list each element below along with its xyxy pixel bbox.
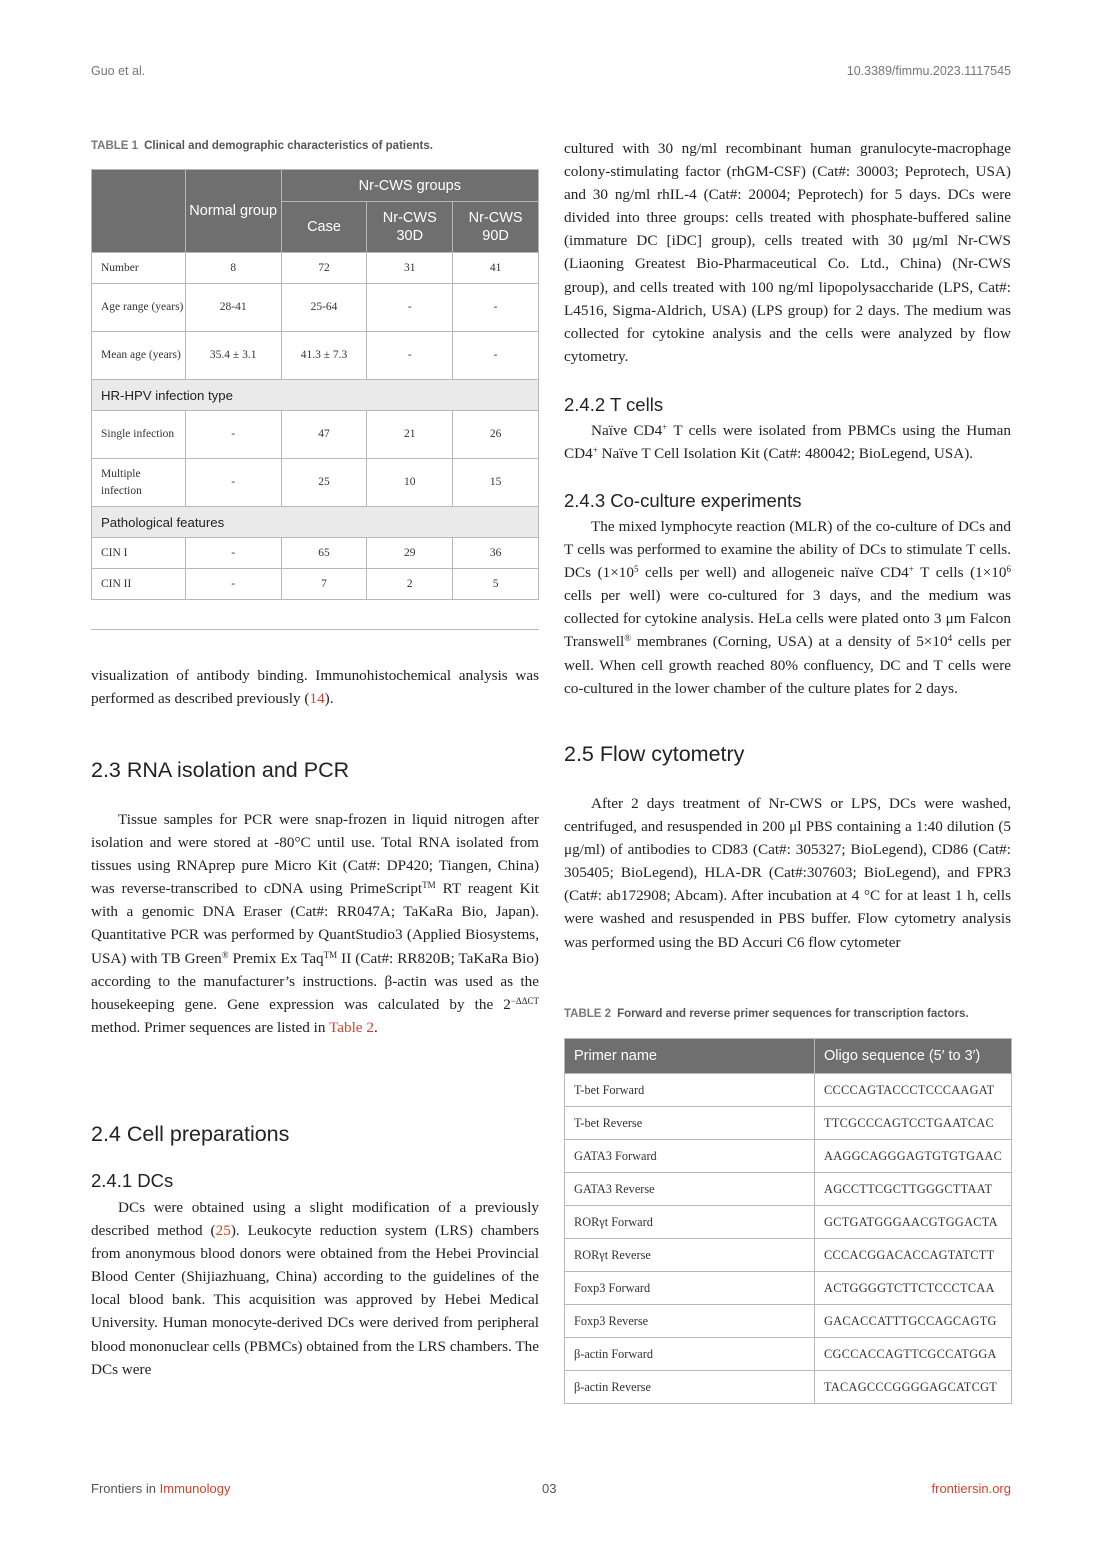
paragraph-flow-cytometry bbox=[564, 792, 1011, 955]
primer-sequence: ACTGGGGTCTTCTCCCTCAA bbox=[815, 1272, 1012, 1305]
paragraph-dcs bbox=[91, 1196, 539, 1381]
primer-name: β-actin Reverse bbox=[565, 1371, 815, 1404]
table-cell: 8 bbox=[185, 253, 281, 284]
table-cell: - bbox=[367, 284, 453, 332]
table-cell: 15 bbox=[453, 459, 539, 507]
table-cell: 5 bbox=[453, 569, 539, 600]
primer-sequence: TACAGCCCGGGGAGCATCGT bbox=[815, 1371, 1012, 1404]
table-row bbox=[565, 1140, 1012, 1173]
superscript: TM bbox=[422, 880, 436, 891]
row-label: Age range (years) bbox=[92, 284, 186, 332]
paragraph-text: cells per well. When cell growth reached 80% confluency, DC and T cells were co-cultured in the lower chamber of the culture plates for 2 days. bbox=[564, 633, 1011, 697]
table-cell: 25-64 bbox=[281, 284, 367, 332]
paragraph-text: II (Cat#: RR820B; TaKaRa Bio) according to the manufacturer’s instructions. β-actin was used as the housekeeping gene. Gene expression was calculated by the 2 bbox=[91, 949, 539, 1013]
table1-header-nrcws-groups: Nr-CWS groups bbox=[281, 170, 538, 202]
table-cell: 35.4 ± 3.1 bbox=[185, 332, 281, 380]
paragraph-text: T cells (1×10 bbox=[913, 564, 1007, 582]
table1-header-nr30: Nr-CWS 30D bbox=[367, 202, 453, 253]
table-row bbox=[565, 1173, 1012, 1206]
section-heading-2-4-3: 2.4.3 Co-culture experiments bbox=[564, 490, 802, 511]
row-label: Mean age (years) bbox=[92, 332, 186, 380]
table-row bbox=[92, 332, 539, 380]
paragraph-text: Tissue samples for PCR were snap-frozen in liquid nitrogen after isolation and were stored at -80°C until use. Total RNA isolated from tissues using RNAprep pure Micro Kit (Cat#: DP420; Tiangen, China) was reverse-transcribed to cDNA using PrimeScript bbox=[91, 811, 539, 898]
table-row bbox=[92, 253, 539, 284]
table1-header-case: Case bbox=[281, 202, 367, 253]
table-row bbox=[565, 1272, 1012, 1305]
superscript: 5 bbox=[633, 564, 639, 575]
row-label: Number bbox=[92, 253, 186, 284]
paragraph-co-culture bbox=[564, 515, 1011, 700]
table-cell: 72 bbox=[281, 253, 367, 284]
section-label: Pathological features bbox=[92, 507, 539, 538]
table-cell: - bbox=[367, 332, 453, 380]
primer-name: Foxp3 Reverse bbox=[565, 1305, 815, 1338]
table2-caption bbox=[564, 1008, 969, 1020]
table2-caption-text: Forward and reverse primer sequences for transcription factors. bbox=[617, 1008, 969, 1020]
footer-journal-prefix: Frontiers in bbox=[91, 1481, 160, 1496]
primer-sequence: AGCCTTCGCTTGGGCTTAAT bbox=[815, 1173, 1012, 1206]
table2-header-primer-name: Primer name bbox=[565, 1039, 815, 1074]
section-heading-2-4-2: 2.4.2 T cells bbox=[564, 394, 664, 415]
table-cell: 29 bbox=[367, 538, 453, 569]
row-label: CIN I bbox=[92, 538, 186, 569]
table-cell: - bbox=[453, 332, 539, 380]
table1-header-nr90: Nr-CWS 90D bbox=[453, 202, 539, 253]
table1-caption-text: Clinical and demographic characteristics of patients. bbox=[144, 140, 433, 152]
table1 bbox=[91, 169, 539, 600]
paragraph-t-cells bbox=[564, 419, 1011, 465]
primer-name: T-bet Forward bbox=[565, 1074, 815, 1107]
superscript: + bbox=[592, 445, 598, 456]
table-cell: 41 bbox=[453, 253, 539, 284]
primer-name: RORγt Reverse bbox=[565, 1239, 815, 1272]
table-cell: 21 bbox=[367, 411, 453, 459]
paragraph-text: After 2 days treatment of Nr-CWS or LPS, DCs were washed, centrifuged, and resuspended in 200 μl PBS containing a 1:40 dilution (5 μg/ml) of antibodies to CD83 (Cat#: 305327; BioLegend), CD86 (Cat#: 305405; BioLegend), HLA-DR (Cat#:307603; BioLegend), and FPR3 (Cat#: ab172908; Abcam). After incubation at 4 °C for at least 1 h, cells were washed and resuspended in PBS buffer. Flow cytometry analysis was performed using the BD Accuri C6 flow cytometer bbox=[564, 795, 1011, 951]
citation-link[interactable]: 14 bbox=[309, 690, 325, 708]
superscript: + bbox=[908, 564, 914, 575]
table-cell: - bbox=[185, 538, 281, 569]
paragraph-text: Naïve T Cell Isolation Kit (Cat#: 480042; BioLegend, USA). bbox=[597, 445, 974, 463]
paragraph-text: RT reagent Kit with a genomic DNA Eraser (Cat#: RR047A; TaKaRa Bio, Japan). Quantitative PCR was performed by QuantStudio3 (Applied Biosystems, USA) with TB Green bbox=[91, 880, 539, 967]
primer-name: Foxp3 Forward bbox=[565, 1272, 815, 1305]
table-row bbox=[92, 459, 539, 507]
paragraph-ihc bbox=[91, 664, 539, 710]
paragraph-text: cells per well) and allogeneic naïve CD4 bbox=[638, 564, 909, 582]
page-number: 03 bbox=[542, 1481, 557, 1496]
section-heading-2-4: 2.4 Cell preparations bbox=[91, 1122, 290, 1146]
paragraph-text: Naïve CD4 bbox=[591, 422, 663, 439]
table-row bbox=[92, 411, 539, 459]
table-section-row bbox=[92, 507, 539, 538]
table-cell: 10 bbox=[367, 459, 453, 507]
superscript: 4 bbox=[947, 633, 953, 644]
table-row bbox=[565, 1338, 1012, 1371]
superscript: −ΔΔCT bbox=[510, 995, 539, 1006]
primer-sequence: CCCCAGTACCCTCCCAAGAT bbox=[815, 1074, 1012, 1107]
table-cell: 7 bbox=[281, 569, 367, 600]
primer-sequence: TTCGCCCAGTCCTGAATCAC bbox=[815, 1107, 1012, 1140]
paragraph-text: ). Leukocyte reduction system (LRS) chambers from anonymous blood donors were obtained from the Hebei Provincial Blood Center (Shijiazhuang, China) according to the guidelines of the local blood bank. This acquisition was approved by Hebei Medical University. Human monocyte-derived DCs were derived from peripheral blood mononuclear cells (PBMCs) obtained from the LRS chambers. The DCs were bbox=[91, 1222, 539, 1378]
primer-sequence: GACACCATTTGCCAGCAGTG bbox=[815, 1305, 1012, 1338]
paragraph-text: cells per well) were co-cultured for 3 days, and the medium was collected for cytokine analysis. HeLa cells were plated onto 3 μm Falcon Transwell bbox=[564, 587, 1011, 651]
table-row bbox=[565, 1239, 1012, 1272]
table-row bbox=[565, 1371, 1012, 1404]
row-label: Single infection bbox=[92, 411, 186, 459]
table-cell: 2 bbox=[367, 569, 453, 600]
paragraph-text: cultured with 30 ng/ml recombinant human granulocyte-macrophage colony-stimulating factor (rhGM-CSF) (Cat#: 30003; Peprotech, USA) and 30 ng/ml rhIL-4 (Cat#: 20004; Peprotech) for 5 days. DCs were divided into three groups: cells treated with phosphate-buffered saline (immature DC [iDC] group), cells treated with 30 μg/ml Nr-CWS (Liaoning Greatest Bio-Pharmaceutical Co. Ltd., China) (Nr-CWS group), and cells treated with 100 ng/ml lipopolysaccharide (LPS, Cat#: L4516, Sigma-Aldrich, USA) (LPS group) for 2 days. The medium was collected for cytokine analysis and the cells were analyzed by flow cytometry. bbox=[564, 140, 1011, 365]
table-cell: 26 bbox=[453, 411, 539, 459]
section-label: HR-HPV infection type bbox=[92, 380, 539, 411]
table-cell: - bbox=[453, 284, 539, 332]
citation-link[interactable]: 25 bbox=[215, 1222, 231, 1240]
row-label: CIN II bbox=[92, 569, 186, 600]
table-cell: 65 bbox=[281, 538, 367, 569]
superscript: 6 bbox=[1006, 564, 1011, 575]
primer-sequence: GCTGATGGGAACGTGGACTA bbox=[815, 1206, 1012, 1239]
table-cell: - bbox=[185, 411, 281, 459]
primer-sequence: AAGGCAGGGAGTGTGTGAAC bbox=[815, 1140, 1012, 1173]
running-header-authors: Guo et al. bbox=[91, 64, 146, 78]
footer-journal bbox=[91, 1481, 230, 1496]
footer-site-link[interactable]: frontiersin.org bbox=[931, 1481, 1011, 1496]
paragraph-text: . bbox=[373, 1018, 378, 1036]
primer-sequence: CGCCACCAGTTCGCCATGGA bbox=[815, 1338, 1012, 1371]
table-row bbox=[565, 1305, 1012, 1338]
table2-header-oligo-sequence: Oligo sequence (5′ to 3′) bbox=[815, 1039, 1012, 1074]
section-heading-2-5: 2.5 Flow cytometry bbox=[564, 742, 745, 766]
table-cell: 31 bbox=[367, 253, 453, 284]
paragraph-text: Premix Ex Taq bbox=[228, 949, 324, 967]
table-cell: 41.3 ± 7.3 bbox=[281, 332, 367, 380]
table1-bottom-rule bbox=[91, 629, 539, 630]
primer-name: T-bet Reverse bbox=[565, 1107, 815, 1140]
table-cell: 36 bbox=[453, 538, 539, 569]
table-row bbox=[92, 538, 539, 569]
paragraph-text: The mixed lymphocyte reaction (MLR) of the co-culture of DCs and T cells was performed to examine the ability of DCs to stimulate T cells. DCs (1×10 bbox=[564, 518, 1011, 582]
paragraph-text: method. Primer sequences are listed in bbox=[91, 1018, 330, 1036]
section-heading-2-4-1: 2.4.1 DCs bbox=[91, 1170, 174, 1191]
superscript: ® bbox=[624, 633, 632, 644]
table-section-row bbox=[92, 380, 539, 411]
table-cell: 28-41 bbox=[185, 284, 281, 332]
table-cell: - bbox=[185, 459, 281, 507]
paragraph-text: membranes (Corning, USA) at a density of 5×10 bbox=[631, 633, 948, 651]
table1-label: TABLE 1 bbox=[91, 140, 139, 152]
table-row bbox=[565, 1206, 1012, 1239]
table-row bbox=[565, 1107, 1012, 1140]
section-heading-2-3: 2.3 RNA isolation and PCR bbox=[91, 758, 350, 782]
superscript: ® bbox=[221, 949, 229, 960]
table1-caption bbox=[91, 140, 433, 152]
primer-name: RORγt Forward bbox=[565, 1206, 815, 1239]
table-cell: 47 bbox=[281, 411, 367, 459]
paragraph-text: ). bbox=[324, 690, 334, 708]
row-label: Multiple infection bbox=[92, 459, 186, 507]
primer-name: GATA3 Reverse bbox=[565, 1173, 815, 1206]
superscript: + bbox=[662, 422, 668, 432]
primer-name: β-actin Forward bbox=[565, 1338, 815, 1371]
primer-name: GATA3 Forward bbox=[565, 1140, 815, 1173]
table2-link[interactable]: Table 2 bbox=[329, 1018, 374, 1036]
paragraph-text: T cells were isolated from PBMCs using the Human CD4 bbox=[564, 422, 1011, 463]
table-cell: - bbox=[185, 569, 281, 600]
paragraph-text: visualization of antibody binding. Immunohistochemical analysis was performed as described previously ( bbox=[91, 667, 539, 708]
table-row bbox=[92, 569, 539, 600]
table1-corner bbox=[92, 170, 186, 253]
paragraph-text: DCs were obtained using a slight modification of a previously described method ( bbox=[91, 1199, 539, 1240]
paragraph-dc-culture bbox=[564, 137, 1011, 368]
table-row bbox=[565, 1074, 1012, 1107]
footer-journal-name[interactable]: Immunology bbox=[159, 1481, 231, 1496]
superscript: TM bbox=[323, 949, 338, 960]
paragraph-rna-pcr bbox=[91, 808, 539, 1039]
table2-label: TABLE 2 bbox=[564, 1008, 612, 1020]
primer-sequence: CCCACGGACACCAGTATCTT bbox=[815, 1239, 1012, 1272]
table-cell: 25 bbox=[281, 459, 367, 507]
table1-header-normal: Normal group bbox=[185, 170, 281, 253]
table-row bbox=[92, 284, 539, 332]
running-header-doi: 10.3389/fimmu.2023.1117545 bbox=[846, 64, 1011, 78]
table2 bbox=[564, 1038, 1012, 1404]
